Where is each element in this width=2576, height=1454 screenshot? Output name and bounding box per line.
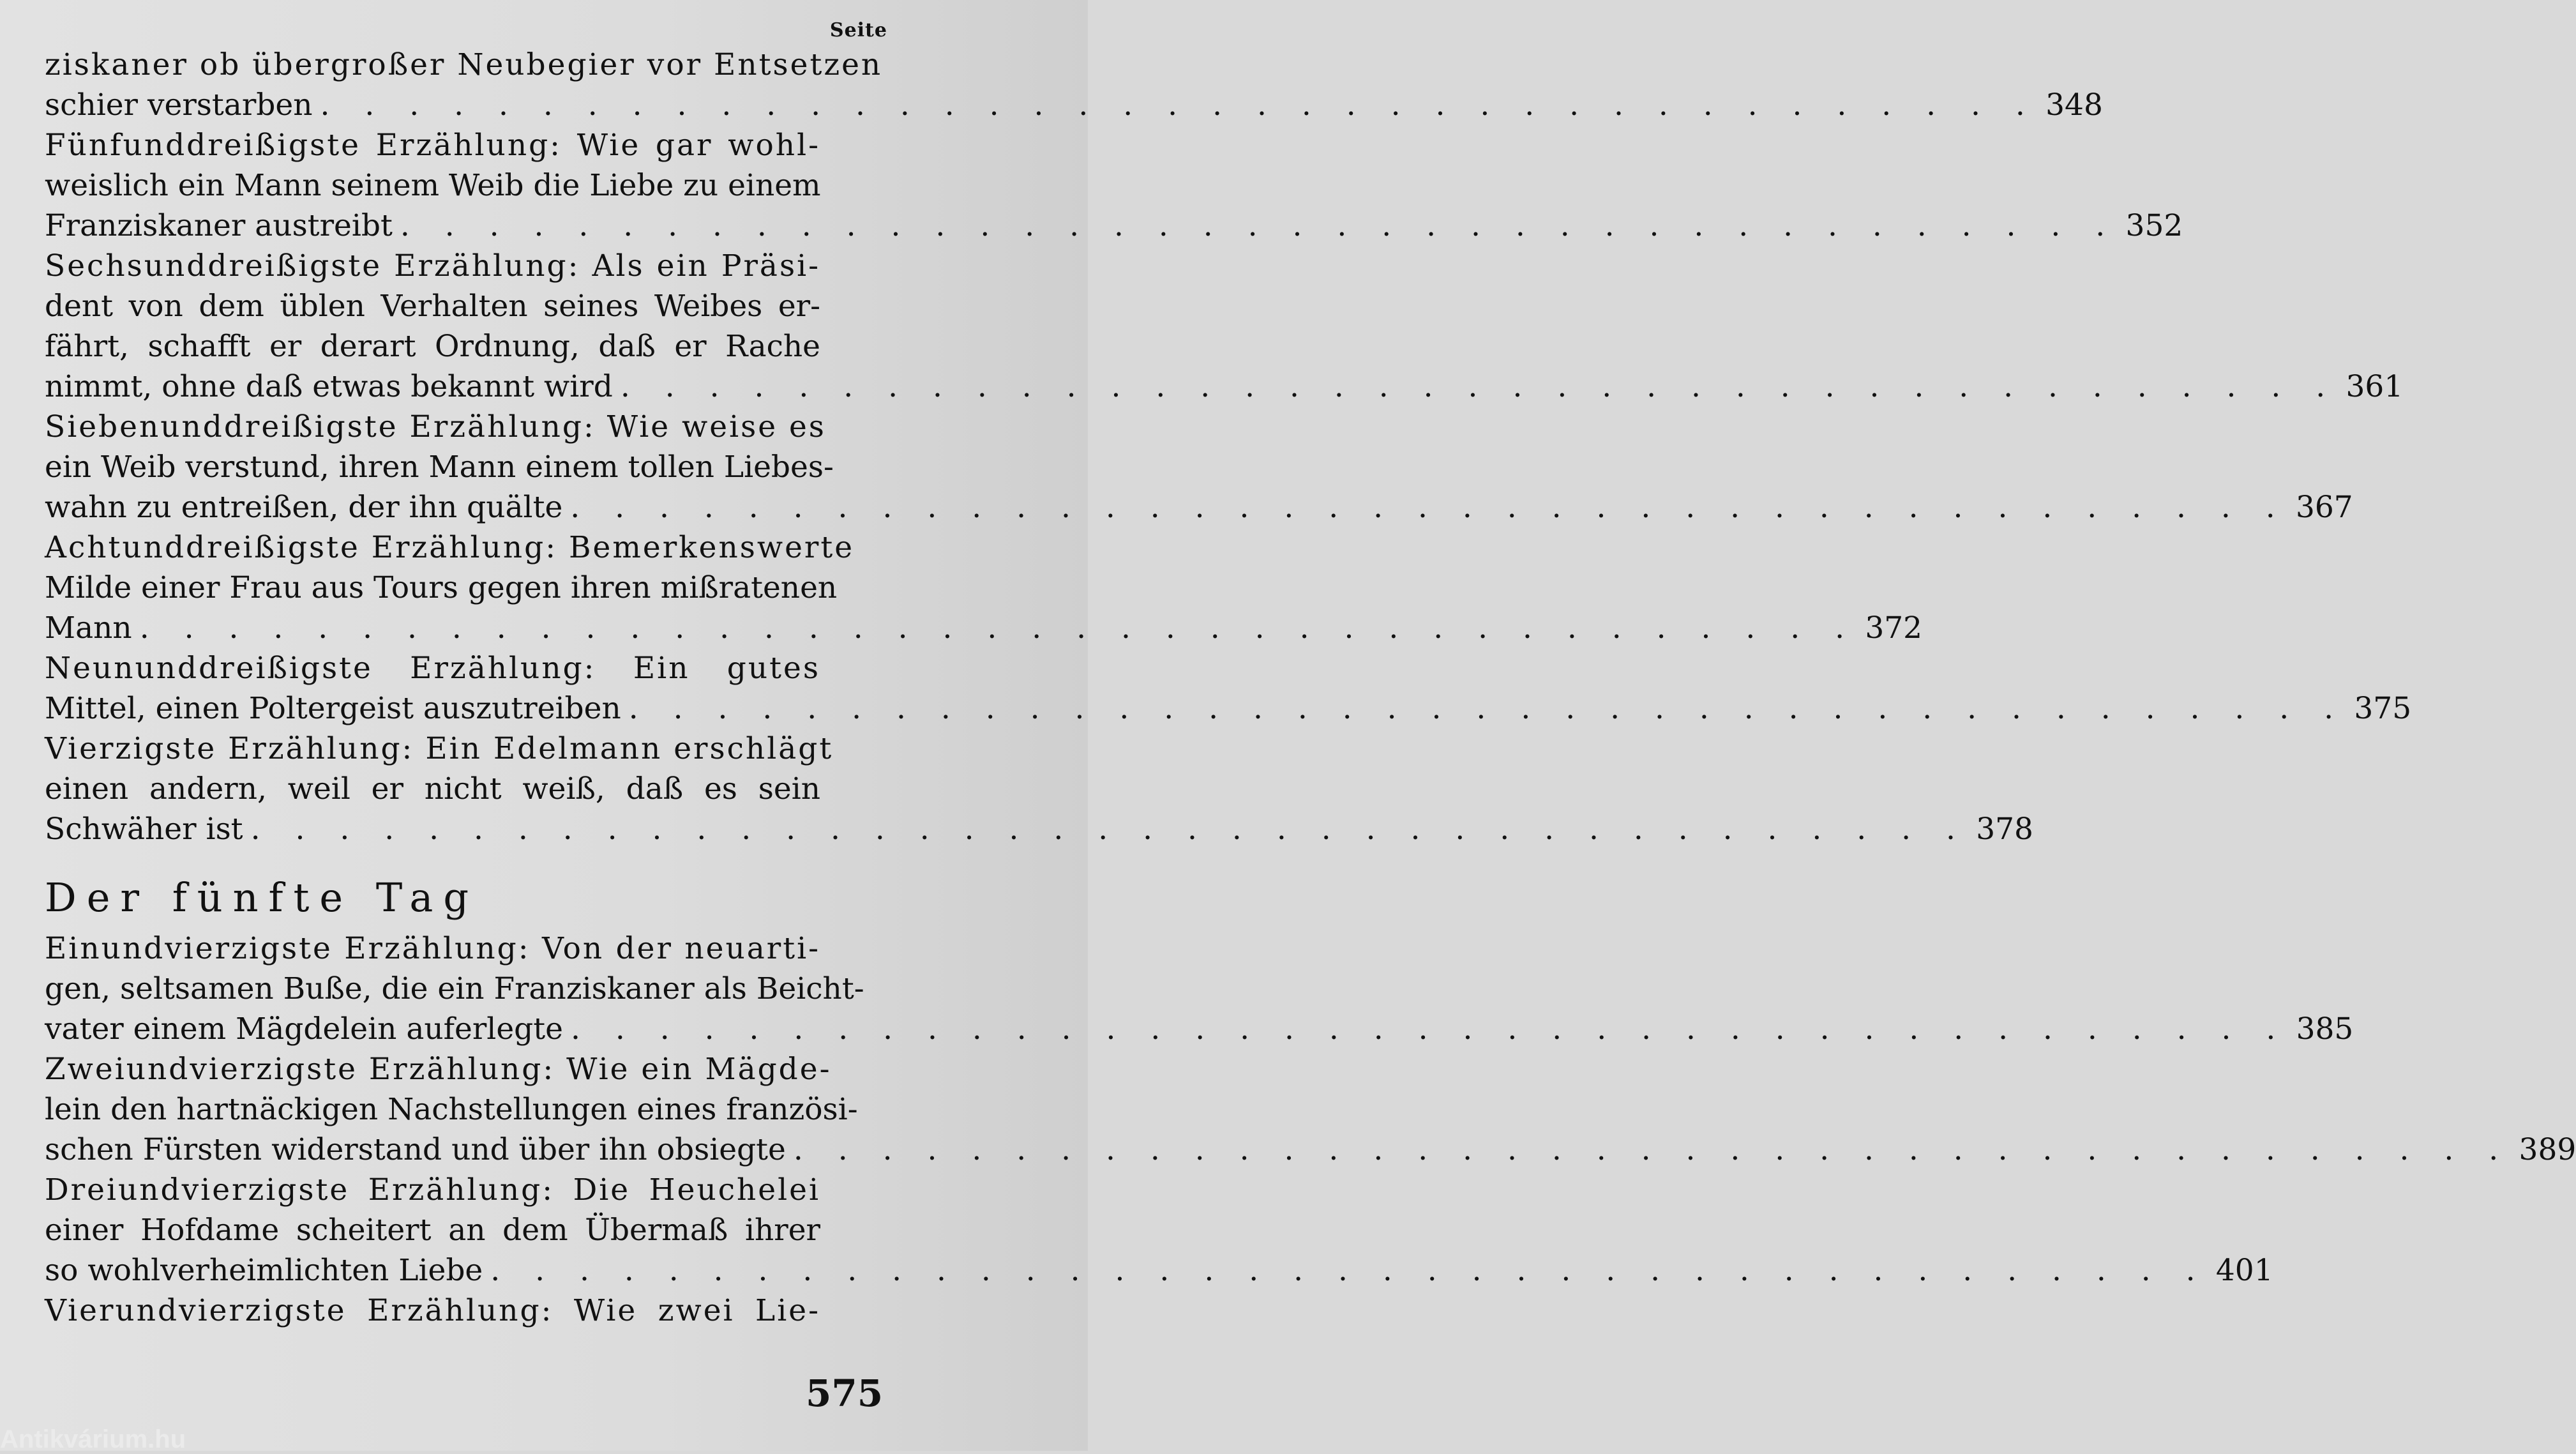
toc-entry	[45, 527, 1923, 648]
toc-entry-text: schier verstarben	[45, 87, 313, 123]
toc-entry	[45, 246, 2404, 407]
toc-entry-last-line	[45, 1250, 2273, 1291]
toc-page-number: 367	[2295, 490, 2353, 525]
dot-leader	[563, 1009, 2296, 1049]
dot-leader	[393, 206, 2125, 246]
toc-entry-line: einen andern, weil er nicht weiß, daß es sein	[45, 771, 820, 807]
toc-entry-text: so wohlverheimlichten Liebe	[45, 1253, 483, 1288]
dot-leader	[312, 85, 2045, 125]
dot-leader	[562, 487, 2295, 527]
toc-entry	[45, 1170, 2273, 1291]
toc-entry-last-line	[45, 1009, 2354, 1049]
toc-entry	[45, 45, 2103, 125]
toc-entry-text: nimmt, ohne daß etwas bekannt wird	[45, 369, 613, 404]
toc-page-number: 389	[2519, 1132, 2576, 1167]
dot-leader	[786, 1130, 2519, 1170]
toc-entry-line: Einundvierzigste Erzählung: Von der neuarti-	[45, 931, 820, 966]
toc-entry-line: weislich ein Mann seinem Weib die Liebe zu einem	[45, 168, 821, 203]
toc-entry-last-line	[45, 1130, 2576, 1170]
toc-entry-last-line	[45, 85, 2103, 125]
toc-entry-last-line	[45, 608, 1923, 648]
toc-entry-line: gen, seltsamen Buße, die ein Franziskaner als Beicht-	[45, 971, 864, 1006]
toc-entry-text: vater einem Mägdelein auferlegte	[45, 1011, 563, 1047]
toc-page-number: 375	[2354, 691, 2412, 726]
toc-page-number: 372	[1865, 610, 1923, 646]
toc-entries-before	[45, 45, 2412, 849]
toc-entry-line: Achtunddreißigste Erzählung: Bemerkenswerte	[45, 530, 855, 565]
toc-entry-line: Vierzigste Erzählung: Ein Edelmann erschlägt	[45, 731, 834, 766]
toc-entry	[45, 729, 2033, 849]
toc-entry-line: lein den hartnäckigen Nachstellungen eines französi-	[45, 1092, 858, 1127]
toc-page-number: 348	[2045, 87, 2103, 123]
toc-entry	[45, 1049, 2576, 1170]
toc-entry-last-line	[45, 688, 2412, 729]
toc-entry-text: Franziskaner austreibt	[45, 208, 393, 243]
toc-entry	[45, 125, 2183, 246]
toc-entry-text: Mann	[45, 610, 132, 646]
toc-entry-last-line	[45, 487, 2353, 527]
toc-entry-line: Milde einer Frau aus Tours gegen ihren mißratenen	[45, 570, 838, 605]
toc-page-number: 385	[2296, 1011, 2354, 1047]
toc-entry-line: ziskaner ob übergroßer Neubegier vor Entsetzen	[45, 47, 883, 82]
toc-entry	[45, 648, 2412, 729]
toc-page-number: 378	[1976, 812, 2033, 847]
page-column-label: Seite	[829, 19, 887, 42]
toc-entry-last-line	[45, 206, 2183, 246]
toc-entry-text: schen Fürsten widerstand und über ihn obsiegte	[45, 1132, 786, 1167]
toc-entry-line: Fünfunddreißigste Erzählung: Wie gar wohl-	[45, 128, 820, 163]
toc-entry-line: Siebenunddreißigste Erzählung: Wie weise es	[45, 409, 826, 444]
toc-entry-last-line	[45, 367, 2404, 407]
table-of-contents	[45, 45, 2576, 1331]
dot-leader	[132, 608, 1865, 648]
toc-entry-line: fährt, schafft er derart Ordnung, daß er Rache	[45, 329, 820, 364]
toc-entries-after	[45, 928, 2576, 1331]
toc-entry-line: Vierundvierzigste Erzählung: Wie zwei Lie-	[45, 1293, 820, 1328]
toc-entry	[45, 928, 2354, 1049]
toc-entry-text: Mittel, einen Poltergeist auszutreiben	[45, 691, 621, 726]
toc-entry-text: Schwäher ist	[45, 812, 243, 847]
toc-entry-line: Zweiundvierzigste Erzählung: Wie ein Mägde-	[45, 1052, 832, 1087]
section-heading: Der fünfte Tag	[45, 874, 479, 921]
toc-entry-line: Neununddreißigste Erzählung: Ein gutes	[45, 651, 820, 686]
toc-entry-line: Sechsunddreißigste Erzählung: Als ein Präsi-	[45, 248, 820, 284]
dot-leader	[243, 809, 1976, 849]
toc-entry-line: dent von dem üblen Verhalten seines Weibes er-	[45, 289, 820, 324]
dot-leader	[613, 367, 2346, 407]
toc-entry-text: wahn zu entreißen, der ihn quälte	[45, 490, 563, 525]
toc-page-number: 401	[2215, 1253, 2273, 1288]
toc-page-number: 352	[2125, 208, 2183, 243]
toc-entry-line: ein Weib verstund, ihren Mann einem tollen Liebes-	[45, 450, 834, 485]
dot-leader	[483, 1250, 2215, 1291]
toc-entry	[45, 1291, 820, 1331]
toc-entry-last-line	[45, 809, 2033, 849]
toc-page-number: 361	[2346, 369, 2404, 404]
toc-entry-line: Dreiundvierzigste Erzählung: Die Heuchelei	[45, 1172, 820, 1208]
watermark: Antikvárium.hu	[0, 1425, 186, 1453]
toc-entry-line: einer Hofdame scheitert an dem Übermaß ihrer	[45, 1213, 820, 1248]
toc-entry	[45, 407, 2353, 527]
page-number: 575	[806, 1372, 884, 1415]
dot-leader	[621, 688, 2354, 729]
